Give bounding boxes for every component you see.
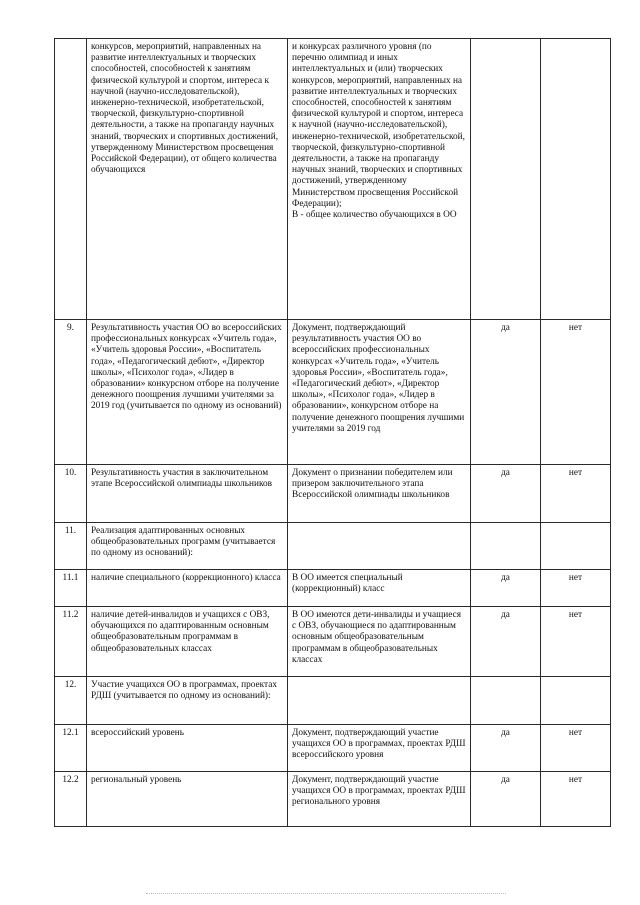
table-row xyxy=(55,677,611,725)
table-row xyxy=(55,465,611,523)
row-number: 11.1 xyxy=(55,570,87,607)
row-number: 9. xyxy=(55,320,87,465)
table-row xyxy=(55,725,611,772)
table-row xyxy=(55,772,611,827)
row-number: 11. xyxy=(55,523,87,570)
document-text-main: и конкурсах различного уровня (по перечню олимпиад и иных интеллектуальных и (или) творческих конкурсов, мероприятий, направленных на развитие интеллектуальных и творческих способностей, способностей к занятиям физической культурой и спортом, интереса к научной (научно-исследовательской), инженерно-технической, изобретательской, творческой, физкультурно-спортивной деятельности, а также на пропаганду научных знаний, творческих и спортивных достижений, утвержденному Министерством просвещения Российской Федерации); xyxy=(292,42,465,209)
yes-cell: да xyxy=(471,320,541,465)
document-text xyxy=(288,39,471,320)
row-number: 12. xyxy=(55,677,87,725)
criterion-text: региональный уровень xyxy=(87,772,288,827)
yes-cell xyxy=(471,39,541,320)
row-number xyxy=(55,39,87,320)
criterion-text: наличие детей-инвалидов и учащихся с ОВЗ, обучающихся по адаптированным основным общеобразовательным программам в общеобразовательных классах xyxy=(87,607,288,677)
criterion-text: Реализация адаптированных основных общеобразовательных программ (учитывается по одному из оснований): xyxy=(87,523,288,570)
document-text: Документ, подтверждающий участие учащихся ОО в программах, проектах РДШ всероссийского уровня xyxy=(288,725,471,772)
document-text-note: В - общее количество обучающихся в ОО xyxy=(292,210,457,221)
table-row xyxy=(55,607,611,677)
no-cell: нет xyxy=(541,725,611,772)
table-row xyxy=(55,523,611,570)
criterion-text: Участие учащихся ОО в программах, проектах РДШ (учитывается по одному из оснований): xyxy=(87,677,288,725)
document-text: В ОО имеется специальный (коррекционный) класс xyxy=(288,570,471,607)
yes-cell xyxy=(471,677,541,725)
table-row xyxy=(55,39,611,320)
criterion-text: Результативность участия ОО во всероссийских профессиональных конкурсах «Учитель года», «Учитель здоровья России», «Воспитатель года», «Педагогический дебют», «Директор школы», «Психолог года», «Лидер в образовании» конкурсном отборе на получение денежного поощрения лучшими учителями за 2019 год (учитывается по одному из оснований) xyxy=(87,320,288,465)
row-number: 11.2 xyxy=(55,607,87,677)
page-divider xyxy=(146,893,506,894)
criterion-text: Результативность участия в заключительном этапе Всероссийской олимпиады школьников xyxy=(87,465,288,523)
no-cell xyxy=(541,677,611,725)
yes-cell: да xyxy=(471,607,541,677)
no-cell: нет xyxy=(541,320,611,465)
yes-cell: да xyxy=(471,772,541,827)
yes-cell: да xyxy=(471,570,541,607)
document-text: Документ о признании победителем или призером заключительного этапа Всероссийской олимпиады школьников xyxy=(288,465,471,523)
table-row xyxy=(55,320,611,465)
criteria-table xyxy=(54,38,611,827)
document-text: Документ, подтверждающий результативность участия ОО во всероссийских профессиональных конкурсах «Учитель года», «Учитель здоровья России», «Воспитатель года», «Педагогический дебют», «Директор школы», «Психолог года», «Лидер в образовании», конкурсном отборе на получение денежного поощрения лучшими учителями за 2019 год xyxy=(288,320,471,465)
document-text xyxy=(288,677,471,725)
no-cell: нет xyxy=(541,772,611,827)
no-cell xyxy=(541,39,611,320)
criterion-text: конкурсов, мероприятий, направленных на развитие интеллектуальных и творческих способностей, способностей к занятиям физической культурой и спортом, интереса к научной (научно-исследовательской), инженерно-технической, изобретательской, творческой, физкультурно-спортивной деятельности, а также на пропаганду научных знаний, творческих и спортивных достижений, утвержденному Министерством просвещения Российской Федерации), от общего количества обучающихся xyxy=(87,39,288,320)
document-text xyxy=(288,523,471,570)
criterion-text: наличие специального (коррекционного) класса xyxy=(87,570,288,607)
no-cell: нет xyxy=(541,570,611,607)
yes-cell: да xyxy=(471,725,541,772)
criterion-text: всероссийский уровень xyxy=(87,725,288,772)
document-text: Документ, подтверждающий участие учащихся ОО в программах, проектах РДШ регионального уровня xyxy=(288,772,471,827)
row-number: 12.1 xyxy=(55,725,87,772)
no-cell: нет xyxy=(541,607,611,677)
yes-cell: да xyxy=(471,465,541,523)
document-text: В ОО имеются дети-инвалиды и учащиеся с ОВЗ, обучающиеся по адаптированным основным общеобразовательным программам в общеобразовательных классах xyxy=(288,607,471,677)
yes-cell xyxy=(471,523,541,570)
no-cell: нет xyxy=(541,465,611,523)
no-cell xyxy=(541,523,611,570)
row-number: 10. xyxy=(55,465,87,523)
table-row xyxy=(55,570,611,607)
row-number: 12.2 xyxy=(55,772,87,827)
